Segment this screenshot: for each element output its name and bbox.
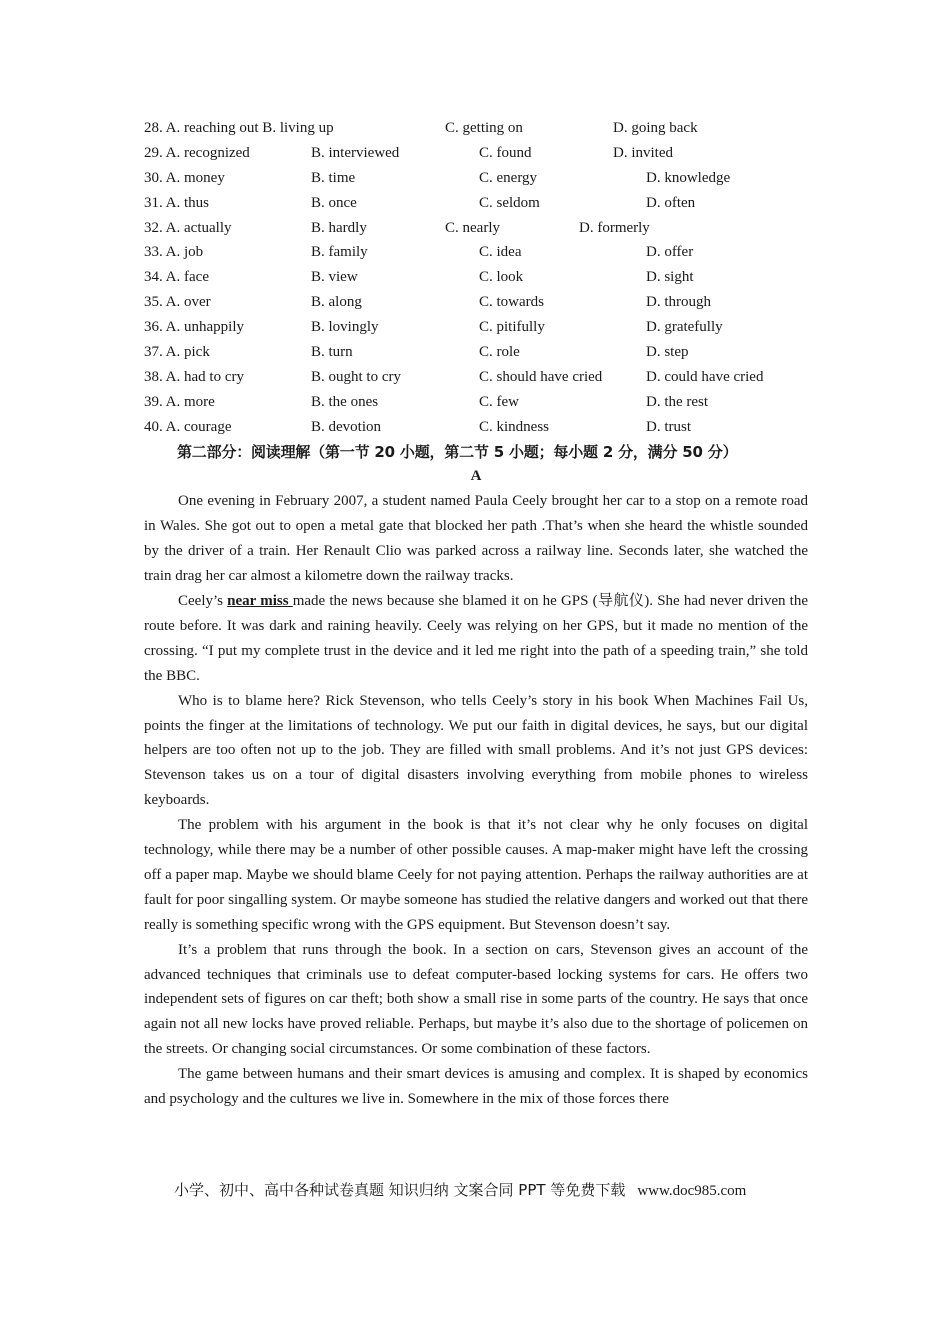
section-title: 第二部分：阅读理解（第一节 20 小题，第二节 5 小题；每小题 2 分，满分 50 分）	[177, 442, 738, 461]
option-b: B. time	[311, 169, 356, 186]
option-b: B. family	[311, 244, 368, 261]
option-d: D. offer	[646, 244, 694, 261]
option-c: C. pitifully	[479, 319, 545, 336]
option-b: B. interviewed	[311, 144, 400, 161]
option-a: 32. A. actually	[144, 219, 232, 236]
option-b: B. hardly	[311, 219, 367, 236]
question-row-36	[144, 315, 808, 340]
option-c: C. look	[479, 269, 524, 286]
option-c: C. getting on	[445, 120, 523, 136]
question-row-29	[144, 141, 808, 166]
paragraph-4: The problem with his argument in the book is that it’s not clear why he only focuses on digital technology, while there may be a number of other possible causes. A map-maker might have left the crossing off a paper map. Maybe we should blame Ceely for not paying attention. Perhaps the railway authorities are at fault for poor singalling system. Or maybe someone has studied the relative dangers and worked out that there really is something specific wrong with the GPS equipment. But Stevenson doesn’t say.	[144, 817, 808, 933]
option-d: D. sight	[646, 269, 694, 286]
page-footer	[174, 1178, 746, 1203]
paragraph-1: One evening in February 2007, a student named Paula Ceely brought her car to a stop on a remote road in Wales. She got out to open a metal gate that blocked her path .That’s when she heard the whistle sounded by the driver of a train. Her Renault Clio was parked across a railway line. Seconds later, she watched the train drag her car almost a kilometre down the railway tracks.	[144, 493, 808, 585]
question-row-28	[144, 116, 808, 141]
paragraph-2-lead: Ceely’s	[178, 592, 228, 609]
option-b: B. devotion	[311, 418, 381, 435]
option-a: 38. A. had to cry	[144, 368, 244, 385]
near-miss-term: near miss	[227, 592, 293, 609]
question-row-32	[144, 216, 808, 241]
option-c: C. idea	[479, 244, 522, 261]
footer-text: 小学、初中、高中各种试卷真题 知识归纳 文案合同 PPT 等免费下载	[174, 1181, 626, 1199]
option-a: 35. A. over	[144, 294, 211, 311]
option-d: D. the rest	[646, 393, 709, 410]
paragraph-6: The game between humans and their smart devices is amusing and complex. It is shaped by economics and psychology and the cultures we live in. Somewhere in the mix of those forces there	[144, 1066, 808, 1108]
question-row-37	[144, 340, 808, 365]
option-c: C. towards	[479, 294, 544, 311]
option-b: B. turn	[311, 344, 353, 361]
question-row-33	[144, 240, 808, 265]
option-d: D. step	[646, 344, 689, 361]
option-c: C. kindness	[479, 418, 550, 435]
paragraph-5: It’s a problem that runs through the book. In a section on cars, Stevenson gives an account of the advanced techniques that criminals use to defeat computer-based locking systems for cars. He offers two independent sets of figures on car theft; both show a small rise in some parts of the country. He says that once again not all new locks have proved reliable. Perhaps, but maybe it’s also due to the shortage of policemen on the streets. Or changing social circumstances. Or some combination of these factors.	[144, 941, 808, 1058]
option-c: C. energy	[479, 169, 538, 186]
option-d: D. could have cried	[646, 368, 764, 385]
option-d: D. through	[646, 294, 711, 311]
option-a: 40. A. courage	[144, 418, 232, 435]
question-row-40	[144, 415, 808, 440]
option-c: C. seldom	[479, 194, 540, 211]
option-a: 39. A. more	[144, 393, 215, 410]
option-a: 37. A. pick	[144, 344, 210, 361]
option-d: D. going back	[613, 120, 698, 136]
document-body	[144, 116, 808, 1112]
option-c: C. should have cried	[479, 368, 603, 385]
option-d: D. gratefully	[646, 319, 723, 336]
option-c: C. found	[479, 144, 532, 161]
footer-site-link[interactable]: www.doc985.com	[637, 1183, 747, 1199]
option-d: D. often	[646, 194, 696, 211]
option-a: 36. A. unhappily	[144, 319, 244, 336]
option-d: D. invited	[613, 144, 673, 161]
option-b: B. lovingly	[311, 319, 379, 336]
question-row-34	[144, 265, 808, 290]
option-a: 28. A. reaching out B. living up	[144, 120, 334, 136]
option-a: 29. A. recognized	[144, 144, 250, 161]
option-c: C. nearly	[445, 219, 500, 236]
option-a: 33. A. job	[144, 244, 204, 261]
option-b: B. ought to cry	[311, 368, 401, 385]
option-b: B. once	[311, 194, 357, 211]
option-c: C. role	[479, 344, 520, 361]
paragraph-2-rest: made the news because she blamed it on he GPS (导航仪). She had never driven the route before. It was dark and raining heavily. Ceely was relying on her GPS, but it made no mention of the crossing. “I put my complete trust in the device and it led me right into the path of a speeding train,” she told the BBC.	[144, 592, 808, 684]
question-row-31	[144, 191, 808, 216]
question-row-39	[144, 390, 808, 415]
option-d: D. trust	[646, 418, 691, 435]
option-c: C. few	[479, 393, 519, 410]
option-b: B. along	[311, 294, 362, 311]
option-a: 30. A. money	[144, 169, 225, 186]
cloze-options-list	[144, 116, 808, 440]
option-a: 34. A. face	[144, 269, 209, 286]
question-row-30	[144, 166, 808, 191]
option-a: 31. A. thus	[144, 194, 210, 211]
paragraph-3: Who is to blame here? Rick Stevenson, who tells Ceely’s story in his book When Machines Fail Us, points the finger at the limitations of technology. We put our faith in digital devices, he says, but our digital helpers are too often not up to the job. They are filled with small problems. And it’s not just GPS devices: Stevenson takes us on a tour of digital disasters involving everything from mobile phones to wireless keyboards.	[144, 692, 808, 809]
question-row-35	[144, 290, 808, 315]
option-d: D. knowledge	[646, 169, 731, 186]
paragraph-2	[144, 589, 808, 689]
option-b: B. view	[311, 269, 358, 286]
option-b: B. the ones	[311, 393, 379, 410]
option-d: D. formerly	[579, 219, 650, 236]
passage-label: A	[470, 468, 482, 485]
question-row-38	[144, 365, 808, 390]
